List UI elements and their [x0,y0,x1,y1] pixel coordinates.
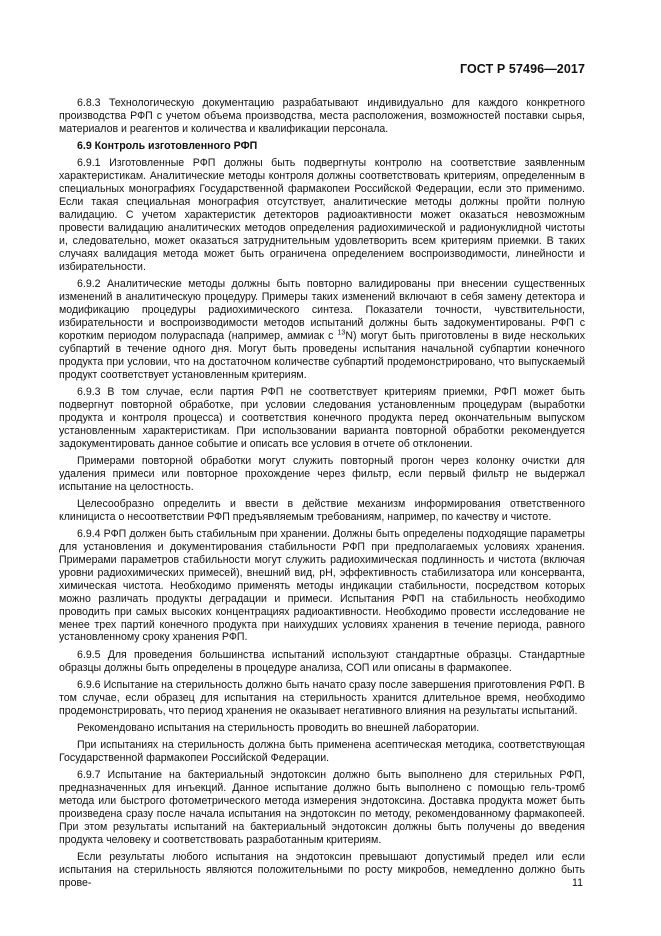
paragraph: 6.9.3 В том случае, если партия РФП не соответствует критериям приемки, РФП может быть подвергнут повторной обработке, при условии следования установленным процедурам (выработки продукта и контроля процесса) и соответствия конечного продукта перед окончательным выпуском установленным характеристикам. При использовании варианта повторной обработки рекомендуется задокументировать данное событие и описать все условия в отчете об отклонении. [59,385,585,450]
paragraph: 6.9.2 Аналитические методы должны быть повторно валидированы при внесении существенных изменений в аналитическую процедуру. Примеры таких изменений включают в себя замену детектора и модификацию процедуры радиохимического синтеза. Показатели точности, чувствительности, избирательности и воспроизводимости методов испытаний должны быть задокументированы. РФП с коротким периодом полураспада (например, аммиак с $^{13}$N) могут быть приготовлены в виде нескольких субпартий в течение одного дня. Могут быть проведены испытания начальной субпартии конечного продукта при условии, что на достаточном количестве субпартий продемонстрировано, что выпускаемый продукт соответствует установленным критериям. [59,277,585,381]
section-heading: 6.9 Контроль изготовленного РФП [77,140,258,153]
page-number: 11 [572,877,583,889]
paragraph: 6.9.1 Изготовленные РФП должны быть подвергнуты контролю на соответствие заявленным характеристикам. Аналитические методы контроля должны соответствовать критериям, определенным в специальных монографиях Государственной фармакопеи Российской Федерации, если это применимо. Если такая специальная монография отсутствует, аналитические методы должны пройти полную валидацию. С учетом характеристик детекторов радиоактивности может оказаться невозможным провести валидацию аналитических методов определения радиохимической и радионуклидной чистоты и, следовательно, может оказаться затруднительным удовлетворить всем критериям приемки. В таких случаях валидация метода может быть ограничена определением воспроизводимости, линейности и избирательности. [59,157,585,273]
document-body [59,97,585,890]
paragraph: Рекомендовано испытания на стерильность проводить во внешней лаборатории. [77,721,480,734]
document-header-id: ГОСТ Р 57496—2017 [459,62,585,76]
paragraph: 6.9.6 Испытание на стерильность должно быть начато сразу после завершения приготовления РФП. В том случае, если образец для испытания на стерильность хранится длительное время, необходимо продемонстрировать, что период хранения не оказывает негативного влияния на результаты испытаний. [59,678,585,717]
paragraph: 6.8.3 Технологическую документацию разрабатывают индивидуально для каждого конкретного производства РФП с учетом объема производства, места расположения, возможностей поставки сырья, материалов и реагентов и количества и квалификации персонала. [59,97,585,135]
paragraph: Если результаты любого испытания на эндотоксин превышают допустимый предел или если испытания на стерильность являются положительными по росту микробов, немедленно должно быть прове- [59,850,585,889]
paragraph: Примерами повторной обработки могут служить повторный прогон через колонку очистки для удаления примеси или повторное прохождение через фильтр, если первый фильтр не выдержал испытание на целостность. [59,454,585,493]
paragraph: 6.9.5 Для проведения большинства испытаний используют стандартные образцы. Стандартные образцы должны быть определены в процедуре анализа, СОП или описаны в фармакопее. [59,648,585,674]
paragraph: 6.9.4 РФП должен быть стабильным при хранении. Должны быть определены подходящие параметры для установления и документирования стабильности РФП при предполагаемых условиях хранения. Примерами параметров стабильности могут служить радиохимическая подлинность и чистота (включая уровни радиохимических примесей), внешний вид, pH, эффективность стабилизатора или консерванта, химическая чистота. Необходимо применять методы индикации стабильности, посредством которых можно различать продукты деградации и примеси. Испытания РФП на стабильность необходимо проводить при самых высоких концентрациях радиоактивности. Необходимо провести исследование не менее трех партий конечного продукта при наихудших условиях хранения в течение периода, равного установленному сроку хранения РФП. [59,527,585,644]
paragraph: Целесообразно определить и ввести в действие механизм информирования ответственного клинициста о несоответствии РФП предъявляемым требованиям, например, по качеству и чистоте. [59,497,585,523]
paragraph: 6.9.7 Испытание на бактериальный эндотоксин должно быть выполнено для стерильных РФП, предназначенных для инъекций. Данное испытание должно быть выполнено с помощью гель-тромб метода или быстрого фотометрического метода измерения эндотоксина. Доставка продукта может быть произведена сразу после начала испытания на эндотоксин по методу, рекомендованному фармакопеей. При этом результаты испытаний на бактериальный эндотоксин должны быть получены до введения продукта человеку и соответствовать разработанным критериям. [59,769,585,846]
paragraph: При испытаниях на стерильность должна быть применена асептическая методика, соответствующая Государственной фармакопеи Российской Федерации. [59,738,585,764]
